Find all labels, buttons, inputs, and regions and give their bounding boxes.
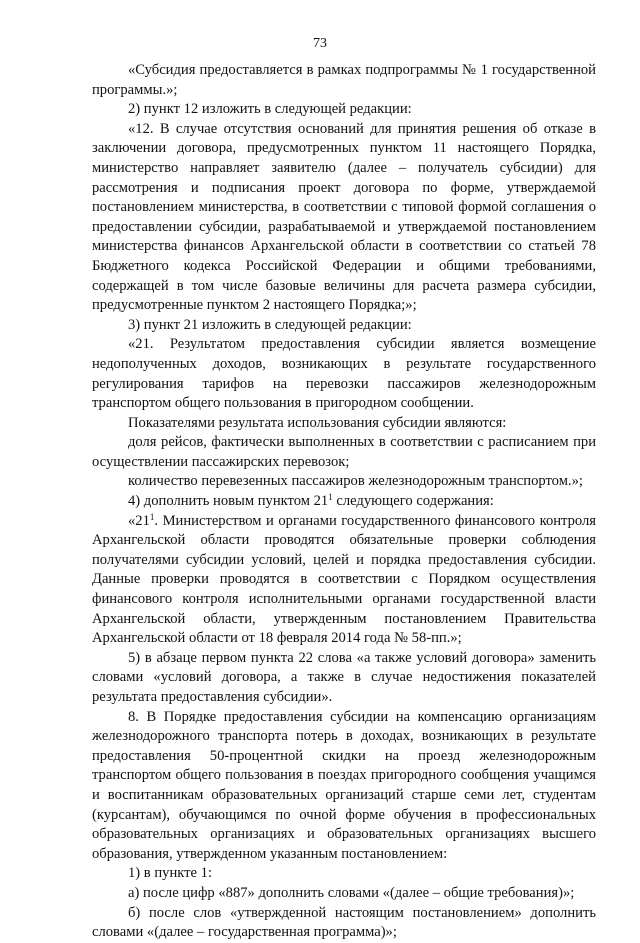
- paragraph: Показателями результата использования субсидии являются:: [128, 414, 507, 431]
- text-run: . Министерством и органами государственного финансового контроля Архангельской области проводятся обязательные проверки соблюдения получателями субсидии условий, целей и порядка предоставления субсидии. Данные проверки проводятся в соответствии с Порядком осуществления финансового контроля исполнительными органами государственной власти Архангельской области, утвержденным постановлением Правительства Архангельской области от 18 февраля 2014 года № 58-пп.»;: [92, 512, 596, 647]
- text-run: 4) дополнить новым пунктом 21: [128, 493, 329, 510]
- paragraph: количество перевезенных пассажиров железнодорожным транспортом.»;: [128, 473, 583, 490]
- paragraph: 2) пункт 12 изложить в следующей редакции:: [128, 101, 412, 118]
- paragraph: 8. В Порядке предоставления субсидии на компенсацию организациям железнодорожного транспорта потерь в доходах, возникающих в результате предоставления 50-процентной скидки на проезд железнодорожным транспортом общего пользования в поездах пригородного сообщения учащимся и воспитанникам образовательных организаций старше семи лет, студентам (курсантам), обучающимся по очной форме обучения в профессиональных образовательных организациях и образовательных организациях высшего образования, утвержденном указанным постановлением:: [92, 708, 596, 862]
- paragraph: «12. В случае отсутствия оснований для принятия решения об отказе в заключении договора, предусмотренных пунктом 11 настоящего Порядка, министерство направляет заявителю (далее – получатель субсидии) для рассмотрения и подписания проект договора по форме, утверждаемой постановлением министерства, в соответствии с типовой формой соглашения о предоставлении субсидии, разрабатываемой и утверждаемой постановлением министерства финансов Архангельской области в соответствии со статьей 78 Бюджетного кодекса Российской Федерации и общими требованиями, содержащей в том числе базовые величины для расчета размера субсидии, предусмотренные пунктом 2 настоящего Порядка;»;: [92, 120, 596, 314]
- text-run: «21: [128, 512, 150, 529]
- text-run: следующего содержания:: [332, 493, 494, 510]
- paragraph: а) после цифр «887» дополнить словами «(далее – общие требования)»;: [128, 884, 575, 901]
- paragraph-item-4: [92, 492, 596, 512]
- paragraph: б) после слов «утвержденной настоящим постановлением» дополнить словами «(далее – государственная программа)»;: [92, 904, 596, 941]
- paragraph: 5) в абзаце первом пункта 22 слова «а также условий договора» заменить словами «условий договора, а также в случае недостижения показателей результата предоставления субсидии».: [92, 649, 596, 705]
- superscript: 1: [149, 511, 155, 522]
- document-body: [92, 61, 596, 943]
- paragraph: 3) пункт 21 изложить в следующей редакции:: [128, 316, 412, 333]
- paragraph: «Субсидия предоставляется в рамках подпрограммы № 1 государственной программы.»;: [92, 62, 596, 98]
- paragraph: «21. Результатом предоставления субсидии является возмещение недополученных доходов, возникающих в результате государственного регулирования тарифов на перевозки пассажиров железнодорожным транспортом общего пользования в пригородном сообщении.: [92, 336, 596, 412]
- paragraph: 1) в пункте 1:: [128, 865, 213, 882]
- superscript: 1: [328, 492, 333, 503]
- page-number: 73: [313, 36, 327, 51]
- paragraph-item-21-1: [92, 512, 596, 649]
- paragraph: доля рейсов, фактически выполненных в соответствии с расписанием при осуществлении пассажирских перевозок;: [92, 434, 596, 470]
